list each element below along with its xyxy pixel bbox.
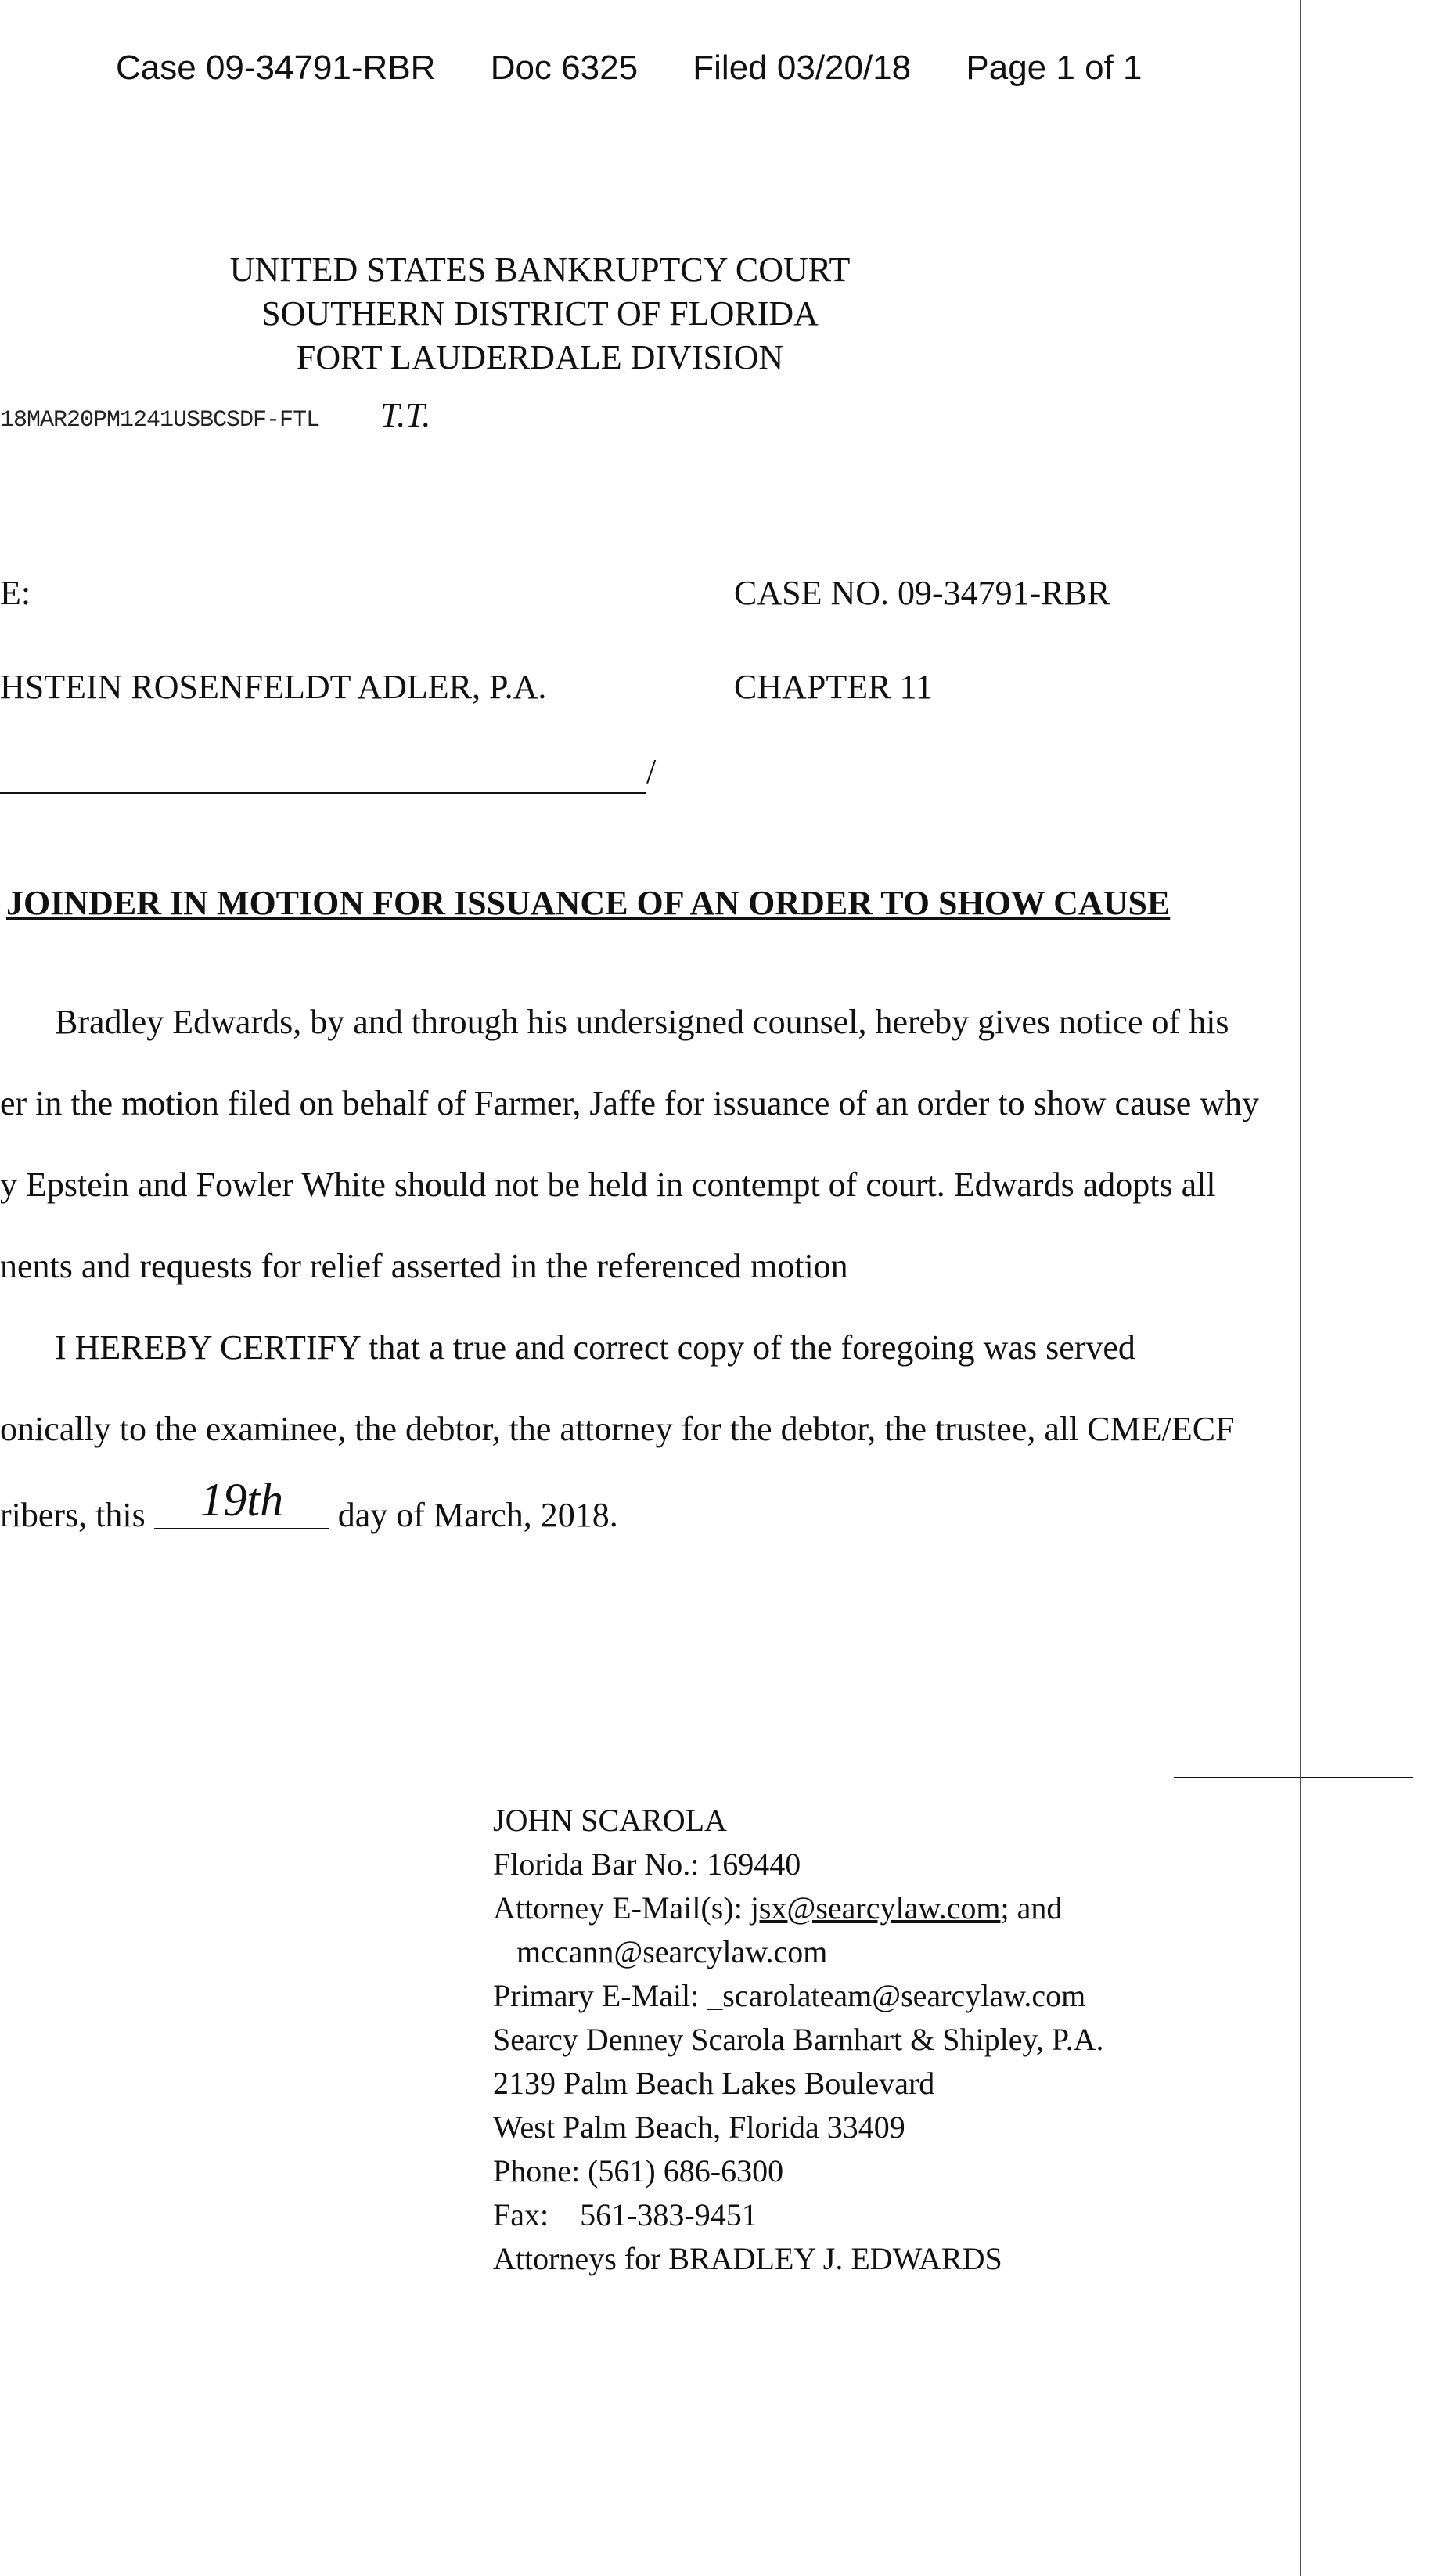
- page-indicator: Page 1 of 1: [966, 49, 1143, 87]
- body-p1-line1: Bradley Edwards, by and through his undersigned counsel, hereby gives notice of his: [55, 1003, 1229, 1041]
- caption-rule: [0, 792, 646, 794]
- body-p1-line2: er in the motion filed on behalf of Farmer, Jaffe for issuance of an order to show cause why: [0, 1084, 1260, 1122]
- clerk-initials: T.T.: [380, 396, 431, 434]
- attorneys-for: Attorneys for BRADLEY J. EDWARDS: [493, 2241, 1002, 2276]
- chapter: CHAPTER 11: [734, 668, 933, 706]
- cert-day-blank: [154, 1474, 329, 1529]
- firm-fax: Fax: 561-383-9451: [493, 2197, 757, 2232]
- scan-fold-line: [1300, 0, 1301, 2576]
- received-stamp: 18MAR20PM1241USBCSDF-FTL: [0, 407, 320, 434]
- email-and: ; and: [1000, 1890, 1063, 1926]
- body-p1-line4: nents and requests for relief asserted in the referenced motion: [0, 1247, 848, 1285]
- signature-line: [1174, 1777, 1413, 1778]
- attorney-emails: [493, 1886, 1062, 1930]
- filed-date: Filed 03/20/18: [693, 49, 912, 87]
- filing-header: [116, 49, 1142, 88]
- court-district: SOUTHERN DISTRICT OF FLORIDA: [261, 294, 819, 333]
- court-division: FORT LAUDERDALE DIVISION: [296, 338, 784, 376]
- primary-email: Primary E-Mail: _scarolateam@searcylaw.com: [493, 1978, 1086, 2013]
- bar-number: Florida Bar No.: 169440: [493, 1846, 801, 1882]
- firm-name: Searcy Denney Scarola Barnhart & Shipley, P.A.: [493, 2022, 1104, 2057]
- document-title: JOINDER IN MOTION FOR ISSUANCE OF AN ORDER TO SHOW CAUSE: [6, 884, 1171, 922]
- email-2: mccann@searcylaw.com: [516, 1934, 828, 1969]
- case-number: CASE NO. 09-34791-RBR: [734, 574, 1110, 612]
- body-p2-line2: onically to the examinee, the debtor, the attorney for the debtor, the trustee, all CME/ECF: [0, 1410, 1235, 1448]
- cert-suffix: day of March, 2018.: [337, 1496, 618, 1534]
- handwritten-day: 19th: [200, 1474, 284, 1526]
- caption-slash: /: [646, 752, 657, 791]
- email-label: Attorney E-Mail(s):: [493, 1890, 743, 1926]
- body-p1-line3: y Epstein and Fowler White should not be held in contempt of court. Edwards adopts all: [0, 1166, 1216, 1204]
- document-number: Doc 6325: [490, 49, 639, 87]
- debtor-name: HSTEIN ROSENFELDT ADLER, P.A.: [0, 668, 547, 706]
- attorney-name: JOHN SCAROLA: [493, 1803, 727, 1838]
- case-number-header: Case 09-34791-RBR: [116, 49, 436, 87]
- firm-address-2: West Palm Beach, Florida 33409: [493, 2109, 905, 2145]
- email-link-1[interactable]: jsx@searcylaw.com: [750, 1890, 1001, 1926]
- body-p2-line3: [0, 1474, 618, 1534]
- cert-prefix: ribers, this: [0, 1496, 146, 1534]
- firm-phone: Phone: (561) 686-6300: [493, 2153, 784, 2189]
- in-re-label: E:: [0, 574, 31, 612]
- body-p2-line1: I HEREBY CERTIFY that a true and correct copy of the foregoing was served: [55, 1328, 1135, 1367]
- court-name: UNITED STATES BANKRUPTCY COURT: [229, 250, 851, 289]
- firm-address-1: 2139 Palm Beach Lakes Boulevard: [493, 2066, 935, 2101]
